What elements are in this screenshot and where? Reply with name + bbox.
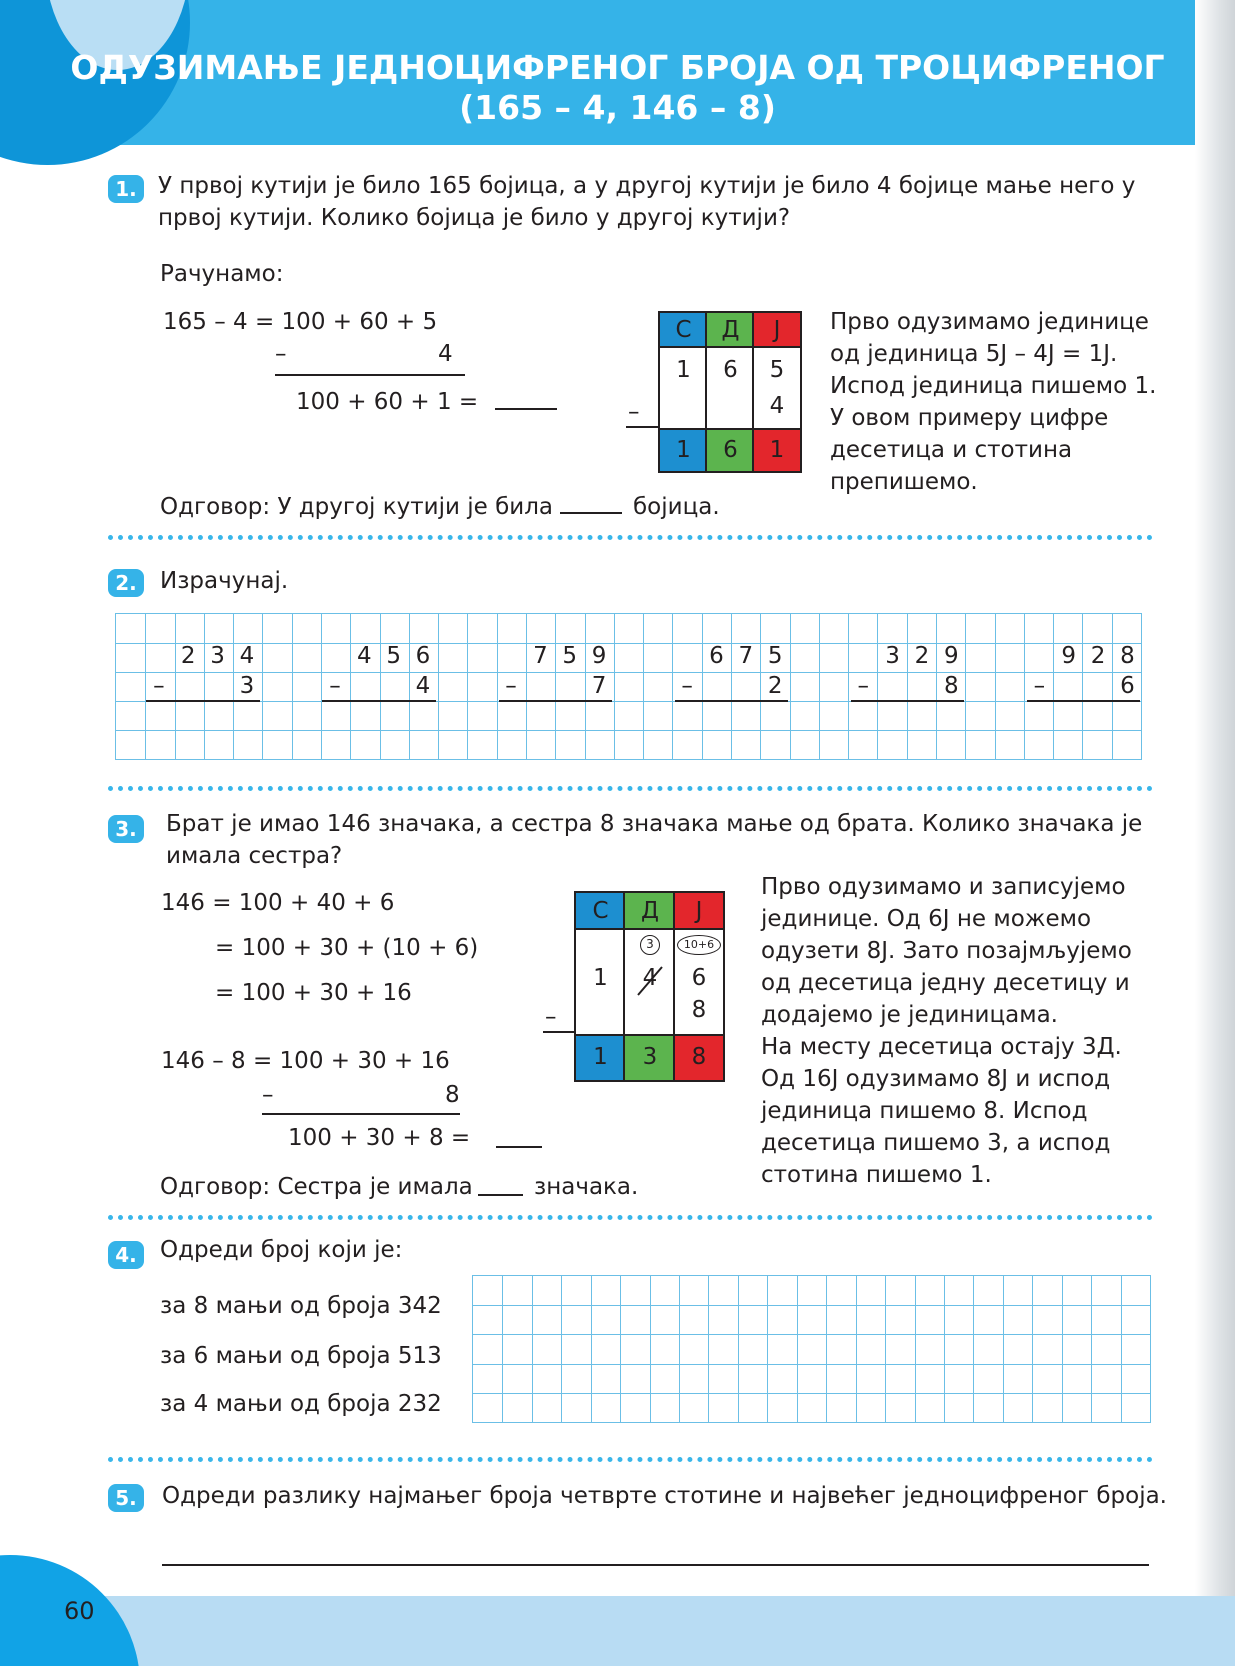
divider [108,535,1153,540]
grid-line [856,1276,857,1422]
header-tens: Д [721,317,740,343]
task-1-text: У првој кутији је било 165 бојица, а у другој кутији је било 4 бојице мање него у првој кутији. Колико бојица је било у другој кутији? [158,173,1136,231]
grid-line [116,672,1141,673]
problem-sum-line [146,700,259,702]
task-1-table-minus: – [628,399,640,425]
subtrahend-ones: 4 [769,393,785,419]
task-3-answer-suffix: значака. [534,1174,639,1200]
task-3-eq2: = 100 + 30 + (10 + 6) [215,935,479,961]
grid-line [292,614,293,759]
problem-digit: 5 [386,643,401,670]
grid-line [614,614,615,759]
result-tens: 3 [642,1044,658,1070]
result-hundreds: 1 [593,1044,608,1070]
task-1-explanation: Прво одузимамо јединице од јединица 5Ј – 4Ј = 1Ј. Испод јединица пишемо 1. У овом примеру цифре десетица и стотина препишемо. [830,309,1157,495]
grid-line [502,1276,503,1422]
grid-line [561,1276,562,1422]
task-4-badge: 4. [108,1241,144,1269]
problem-sum-line [1027,700,1140,702]
grid-line [650,1276,651,1422]
task-5-answer-line[interactable] [162,1564,1149,1566]
problem-minus: – [681,672,693,699]
task-3-sum-line [262,1113,460,1115]
problem-digit: 6 [415,643,431,670]
footer-band [0,1596,1235,1666]
problem-subtrahend: 2 [767,672,783,699]
grid-line [526,614,527,759]
divider [108,1457,1153,1462]
task-3-table-minus-line [543,1031,576,1033]
problem-digit: 4 [239,643,255,670]
grid-line [262,614,263,759]
task-4-item: за 6 мањи од броја 513 [160,1343,442,1369]
task-3-badge: 3. [108,815,144,843]
task-1-result-equation: 100 + 60 + 1 = [296,389,479,415]
grid-line [915,1276,916,1422]
task-1-minus: – [275,341,287,367]
grid-line [819,614,820,759]
grid-line [731,614,732,759]
task-3-place-value-table [574,891,725,1082]
problem-digit: 2 [180,643,196,670]
task-5-badge: 5. [108,1484,144,1512]
problem-digit: 5 [767,643,783,670]
grid-line [1062,1276,1063,1422]
problem-digit: 5 [562,643,578,670]
grid-line [973,1276,974,1422]
problem-digit: 9 [1061,643,1076,670]
task-3-eq3: = 100 + 30 + 16 [215,980,412,1006]
grid-line [643,614,644,759]
task-1-place-value-table [658,311,802,473]
problem-digit: 3 [210,643,225,670]
crossed-out-mark [636,965,664,997]
problem-subtrahend: 4 [415,672,431,699]
grid-line [620,1276,621,1422]
task-2-text: Израчунај. [160,568,289,594]
divider [108,1215,1153,1220]
task-1-sum-line [275,374,465,376]
digit-hundreds: 1 [593,965,608,991]
problem-digit: 9 [591,643,607,670]
problem-minus: – [505,672,517,699]
header-ones: Ј [773,317,781,343]
problem-digit: 4 [356,643,372,670]
task-1-equation: 165 – 4 = 100 + 60 + 5 [163,309,438,335]
grid-line [116,701,1141,702]
task-3-subtrahend: 8 [445,1082,460,1108]
problem-sum-line [851,700,964,702]
grid-line [826,1276,827,1422]
page-spine-shadow [1195,0,1235,1666]
result-ones: 1 [769,437,785,463]
problem-subtrahend: 8 [943,672,959,699]
problem-sum-line [322,700,435,702]
task-3-result-equation: 100 + 30 + 8 = [288,1125,471,1151]
problem-minus: – [329,672,341,699]
grid-line [1091,1276,1092,1422]
grid-line [708,1276,709,1422]
borrow-tens-circle: 3 [640,935,660,955]
task-4-grid [472,1275,1151,1423]
grid-line [885,1276,886,1422]
result-ones: 8 [691,1044,707,1070]
problem-sum-line [499,700,612,702]
grid-line [944,1276,945,1422]
task-5-text: Одреди разлику најмањег броја четврте стотине и највећег једноцифреног броја. [162,1483,1167,1509]
problem-digit: 7 [738,643,754,670]
problem-digit: 6 [709,643,724,670]
result-hundreds: 1 [676,437,691,463]
task-4-text: Одреди број који је: [160,1237,403,1263]
divider [108,786,1153,791]
task-3-table-minus: – [545,1004,557,1030]
task-3-eq4: 146 – 8 = 100 + 30 + 16 [161,1048,450,1074]
task-1-answer-blank[interactable] [560,512,622,514]
task-3-blank[interactable] [496,1146,542,1148]
grid-line [1082,614,1083,759]
grid-line [438,614,439,759]
grid-line [1032,1276,1033,1422]
grid-line [175,614,176,759]
header-hundreds: С [592,898,609,924]
task-1-answer-suffix: бојица. [633,494,720,520]
grid-line [473,1393,1150,1394]
task-3-answer: Одговор: Сестра је имала [160,1174,473,1200]
grid-line [907,614,908,759]
digit-tens: 4 [642,965,658,991]
problem-digit: 2 [1090,643,1106,670]
grid-line [473,1334,1150,1335]
grid-line [790,614,791,759]
page-title: ОДУЗИМАЊЕ ЈЕДНОЦИФРЕНОГ БРОЈА ОД ТРОЦИФРЕНОГ [70,48,1165,87]
result-tens: 6 [723,437,738,463]
task-3-minus: – [262,1082,274,1108]
problem-digit: 3 [885,643,900,670]
problem-subtrahend: 7 [591,672,607,699]
grid-line [679,1276,680,1422]
task-1-blank[interactable] [495,408,557,410]
task-4-item: за 8 мањи од броја 342 [160,1293,442,1319]
problem-digit: 8 [1120,643,1135,670]
grid-line [555,614,556,759]
problem-sum-line [675,700,788,702]
grid-line [738,1276,739,1422]
problem-digit: 7 [533,643,548,670]
digit-hundreds: 1 [676,357,691,383]
grid-line [532,1276,533,1422]
task-4-item: за 4 мањи од броја 232 [160,1391,442,1417]
digit-tens: 6 [723,357,738,383]
page-subtitle: (165 – 4, 146 – 8) [459,88,776,127]
header-hundreds: С [675,317,692,343]
grid-line [995,614,996,759]
problem-minus: – [1033,672,1046,699]
borrow-ones-circle: 10+6 [677,935,721,955]
problem-minus: – [153,672,165,699]
task-2-badge: 2. [108,569,144,597]
grid-line [767,1276,768,1422]
task-3-text: Брат је имао 146 значака, а сестра 8 значака мање од брата. Колико значака је имала сестра? [166,811,1143,869]
grid-line [467,614,468,759]
task-3-eq1: 146 = 100 + 40 + 6 [161,890,395,916]
subtrahend-ones: 8 [691,997,707,1023]
grid-line [473,1364,1150,1365]
header-ones: Ј [695,898,703,924]
task-2-grid [115,613,1142,760]
grid-line [473,1305,1150,1306]
grid-line [1003,1276,1004,1422]
grid-line [116,730,1141,731]
grid-line [702,614,703,759]
task-1-table-minus-line [626,426,660,428]
grid-line [350,614,351,759]
grid-line [116,643,1141,644]
problem-subtrahend: 6 [1120,672,1135,699]
task-3-answer-blank[interactable] [478,1194,523,1196]
task-3-explanation: Прво одузимамо и записујемо јединице. Од 6Ј не можемо одузети 8Ј. Зато позајмљујемо од десетица једну десетицу и додајемо је јединицама. На месту десетица остају 3Д. Од 16Ј одузимамо 8Ј и испод јединица пишемо 8. Испод десетица пишемо 3, а испод стотина пишемо 1. [761,874,1132,1188]
grid-line [204,614,205,759]
task-1-answer: Одговор: У другој кутији је била [160,494,554,520]
digit-ones: 5 [769,357,785,383]
task-1-calc-label: Рачунамо: [160,261,284,287]
problem-subtrahend: 3 [239,672,255,699]
grid-line [1121,1276,1122,1422]
header-tens: Д [641,898,659,924]
grid-line [591,1276,592,1422]
problem-minus: – [857,672,869,699]
task-1-badge: 1. [108,175,144,203]
problem-digit: 9 [943,643,959,670]
problem-digit: 2 [914,643,930,670]
page-number: 60 [64,1597,95,1625]
digit-ones: 6 [691,965,707,991]
grid-line [797,1276,798,1422]
task-1-subtrahend: 4 [438,341,453,367]
grid-line [380,614,381,759]
